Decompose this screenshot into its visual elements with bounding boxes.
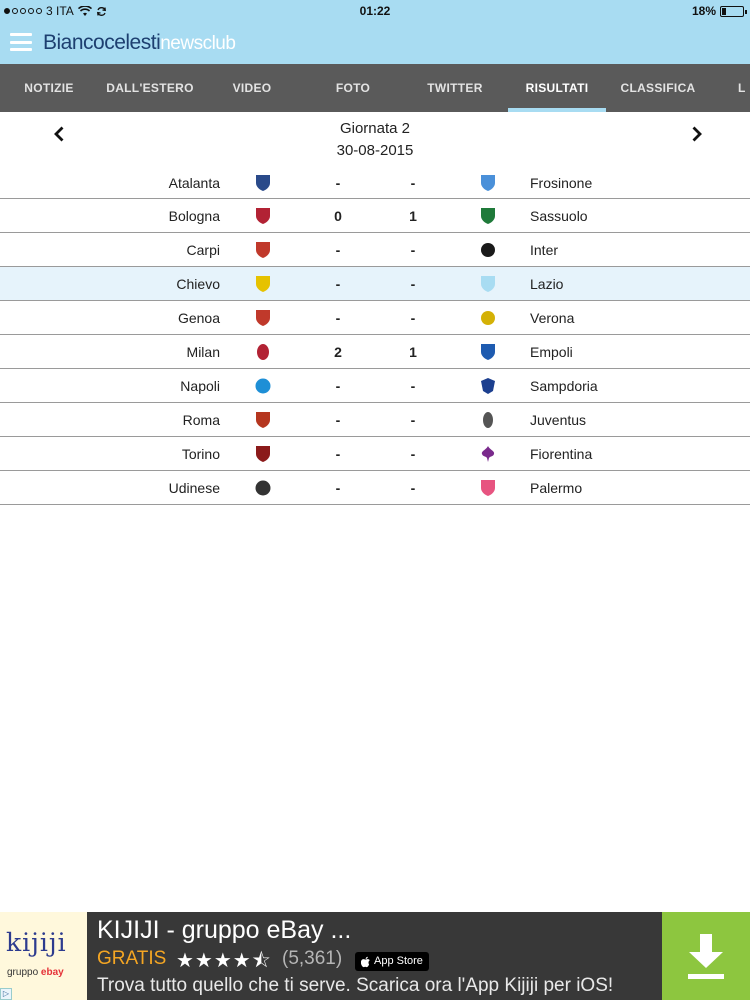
match-row[interactable] — [0, 437, 750, 471]
ad-rating-count: (5,361) — [282, 948, 343, 969]
away-team: Palermo — [530, 480, 583, 496]
app-store-badge — [355, 952, 429, 971]
apple-icon — [361, 956, 371, 968]
home-score: 0 — [334, 208, 342, 224]
home-team: Genoa — [177, 310, 220, 326]
battery-icon — [720, 6, 744, 17]
team-crest-icon — [480, 174, 496, 192]
match-row[interactable] — [0, 335, 750, 369]
app-logo[interactable] — [43, 31, 235, 55]
round-selector — [0, 112, 750, 166]
match-row-highlighted[interactable] — [0, 267, 750, 301]
home-score: - — [335, 412, 341, 428]
home-team: Atalanta — [168, 175, 220, 191]
status-right — [692, 4, 744, 18]
match-row[interactable] — [0, 199, 750, 233]
tab-risultati[interactable]: RISULTATI — [508, 64, 606, 112]
away-score: - — [410, 378, 416, 394]
logo-secondary: newsclub — [160, 33, 236, 54]
home-team: Napoli — [180, 378, 220, 394]
home-score: - — [335, 175, 341, 191]
away-team: Verona — [530, 310, 575, 326]
team-crest-icon — [480, 275, 496, 293]
match-row[interactable] — [0, 301, 750, 335]
battery-percent: 18% — [691, 4, 716, 18]
team-crest-icon — [255, 411, 271, 429]
home-score: - — [335, 276, 341, 292]
home-team: Bologna — [168, 208, 220, 224]
team-crest-icon — [480, 207, 496, 225]
team-crest-icon — [480, 479, 496, 497]
away-team: Empoli — [530, 344, 573, 360]
round-date: 30-08-2015 — [336, 142, 414, 159]
tab-overflow[interactable]: L — [738, 81, 746, 95]
team-crest-icon — [255, 207, 271, 225]
away-score: - — [410, 412, 416, 428]
home-score: - — [335, 378, 341, 394]
away-score: - — [410, 242, 416, 258]
team-crest-icon — [480, 411, 496, 429]
home-team: Chievo — [176, 276, 220, 292]
download-icon — [662, 912, 750, 1000]
match-list — [0, 166, 750, 505]
away-score: - — [410, 480, 416, 496]
match-row[interactable] — [0, 471, 750, 505]
home-score: 2 — [334, 344, 342, 360]
tab-video[interactable]: VIDEO — [232, 81, 272, 95]
chevron-right-icon[interactable] — [686, 124, 706, 144]
home-score: - — [335, 242, 341, 258]
away-score: - — [410, 175, 416, 191]
home-team: Roma — [182, 412, 220, 428]
team-crest-icon — [255, 241, 271, 259]
kijiji-logo-sub — [7, 967, 64, 978]
ad-choices-icon[interactable]: ▷ — [0, 988, 12, 1000]
app-store-label: App Store — [374, 955, 423, 967]
kijiji-logo — [0, 912, 87, 1000]
clock: 01:22 — [359, 4, 391, 18]
app-bar — [0, 22, 750, 64]
team-crest-icon — [480, 377, 496, 395]
away-team: Lazio — [530, 276, 564, 292]
home-team: Milan — [186, 344, 220, 360]
match-row[interactable] — [0, 369, 750, 403]
match-row[interactable] — [0, 403, 750, 437]
round-title: Giornata 2 — [339, 120, 411, 137]
team-crest-icon — [255, 445, 271, 463]
carrier-label: 3 ITA — [46, 4, 74, 18]
team-crest-icon — [480, 445, 496, 463]
ad-description: Trova tutto quello che ti serve. Scarica ora l'App Kijiji per iOS! — [97, 975, 614, 996]
team-crest-icon — [255, 275, 271, 293]
ad-banner[interactable] — [0, 912, 750, 1000]
team-crest-icon — [255, 377, 271, 395]
team-crest-icon — [255, 174, 271, 192]
away-score: - — [410, 310, 416, 326]
logo-sub-prefix: gruppo — [7, 967, 39, 978]
team-crest-icon — [480, 241, 496, 259]
logo-primary: Biancocelesti — [43, 31, 161, 54]
home-team: Carpi — [186, 242, 220, 258]
match-row[interactable] — [0, 166, 750, 199]
tab-twitter[interactable]: TWITTER — [427, 81, 483, 95]
tab-notizie[interactable]: NOTIZIE — [24, 81, 74, 95]
menu-icon[interactable] — [10, 33, 32, 51]
section-tabs — [0, 64, 750, 112]
away-team: Fiorentina — [530, 446, 593, 462]
away-score: 1 — [409, 344, 417, 360]
ad-price: GRATIS — [97, 948, 167, 969]
team-crest-icon — [480, 343, 496, 361]
team-crest-icon — [255, 343, 271, 361]
team-crest-icon — [255, 309, 271, 327]
away-team: Inter — [530, 242, 559, 258]
tab-foto[interactable]: FOTO — [335, 81, 371, 95]
away-team: Sassuolo — [530, 208, 588, 224]
home-team: Torino — [181, 446, 220, 462]
kijiji-logo-text: kijiji — [6, 928, 67, 957]
away-score: - — [410, 446, 416, 462]
download-button[interactable] — [662, 912, 750, 1000]
team-crest-icon — [480, 309, 496, 327]
star-rating-icon: ★★★★⯪ — [176, 950, 272, 972]
tab-classifica[interactable]: CLASSIFICA — [620, 81, 696, 95]
logo-sub-brand: ebay — [40, 967, 64, 978]
away-team: Frosinone — [530, 175, 593, 191]
home-score: - — [335, 480, 341, 496]
home-score: - — [335, 446, 341, 462]
home-team: Udinese — [168, 480, 220, 496]
away-team: Juventus — [530, 412, 587, 428]
app-header — [0, 0, 750, 64]
away-score: 1 — [409, 208, 417, 224]
status-bar — [0, 0, 750, 22]
tab-dall-estero[interactable]: DALL'ESTERO — [106, 81, 194, 95]
away-score: - — [410, 276, 416, 292]
home-score: - — [335, 310, 341, 326]
match-row[interactable] — [0, 233, 750, 267]
away-team: Sampdoria — [530, 378, 598, 394]
ad-title: KIJIJI - gruppo eBay ... — [97, 916, 352, 944]
team-crest-icon — [255, 479, 271, 497]
